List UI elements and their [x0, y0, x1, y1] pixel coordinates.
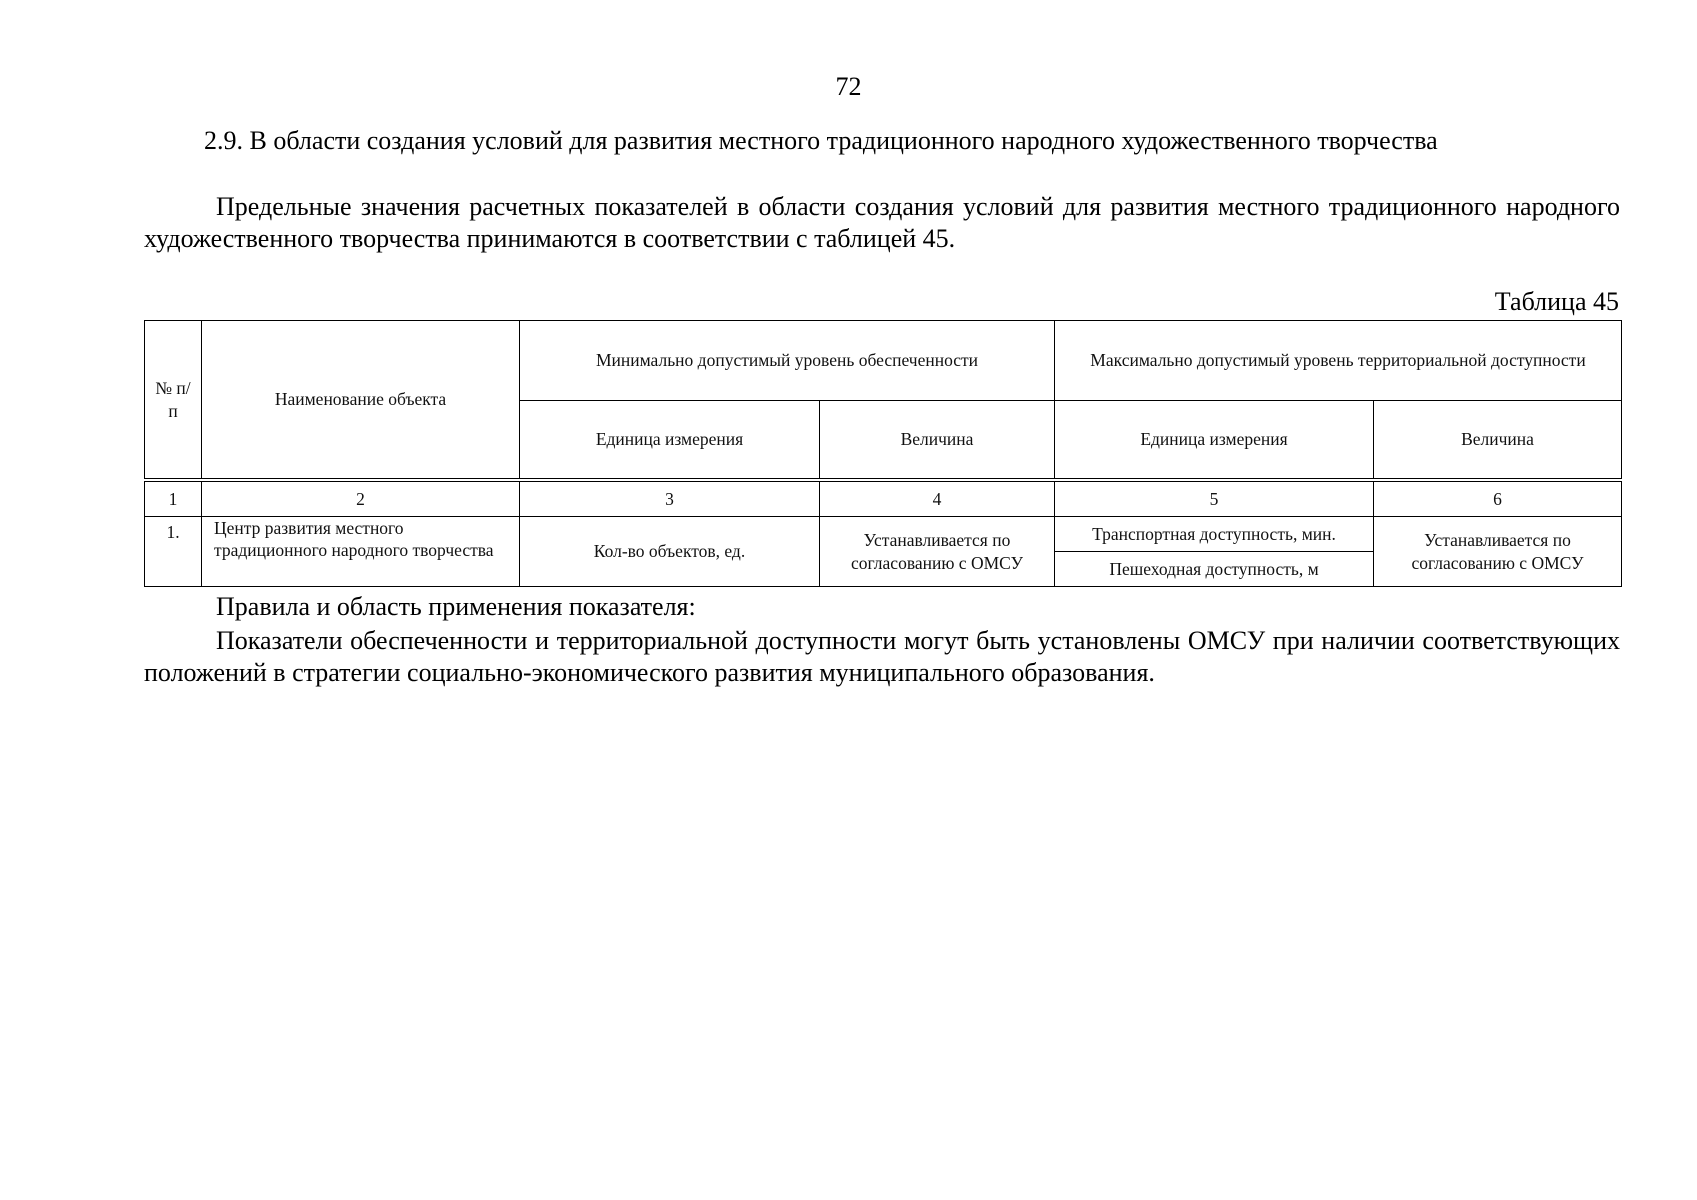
column-number: 1: [145, 482, 202, 517]
header-max-group: Максимально допустимый уровень территориальной доступности: [1055, 321, 1622, 401]
row-unit-max-transport: Транспортная доступность, мин.: [1055, 517, 1374, 552]
row-num: 1.: [145, 517, 202, 587]
header-value-max: Величина: [1374, 400, 1622, 479]
table-caption: Таблица 45: [1494, 287, 1619, 316]
row-unit-max-walk: Пешеходная доступность, м: [1055, 552, 1374, 587]
column-number: 4: [820, 482, 1055, 517]
header-num: № п/п: [145, 321, 202, 479]
header-value-min: Величина: [820, 400, 1055, 479]
header-min-group: Минимально допустимый уровень обеспеченности: [520, 321, 1055, 401]
table-header: [144, 320, 1622, 479]
header-name: Наименование объекта: [202, 321, 520, 479]
header-unit-min: Единица измерения: [520, 400, 820, 479]
column-number-row: [145, 482, 1622, 517]
intro-paragraph: Предельные значения расчетных показателей в области создания условий для развития местного традиционного народного художественного творчества принимаются в соответствии с таблицей 45.: [144, 192, 1620, 253]
table-row: [145, 517, 1622, 552]
page-number: 72: [835, 72, 862, 101]
column-number: 6: [1374, 482, 1622, 517]
row-unit-min: Кол-во объектов, ед.: [520, 517, 820, 587]
header-unit-max: Единица измерения: [1055, 400, 1374, 479]
column-number: 2: [202, 482, 520, 517]
row-value-min: Устанавливается по согласованию с ОМСУ: [820, 517, 1055, 587]
column-number: 3: [520, 482, 820, 517]
section-title: 2.9. В области создания условий для развития местного традиционного народного художественного творчества: [204, 126, 1438, 155]
rules-text: Показатели обеспеченности и территориальной доступности могут быть установлены ОМСУ при наличии соответствующих положений в стратегии социально-экономического развития муниципального образования.: [144, 626, 1620, 687]
row-value-max: Устанавливается по согласованию с ОМСУ: [1374, 517, 1622, 587]
column-number: 5: [1055, 482, 1374, 517]
row-name: Центр развития местного традиционного народного творчества: [202, 517, 520, 587]
table-body: [144, 481, 1622, 587]
rules-title: Правила и область применения показателя:: [216, 592, 696, 621]
